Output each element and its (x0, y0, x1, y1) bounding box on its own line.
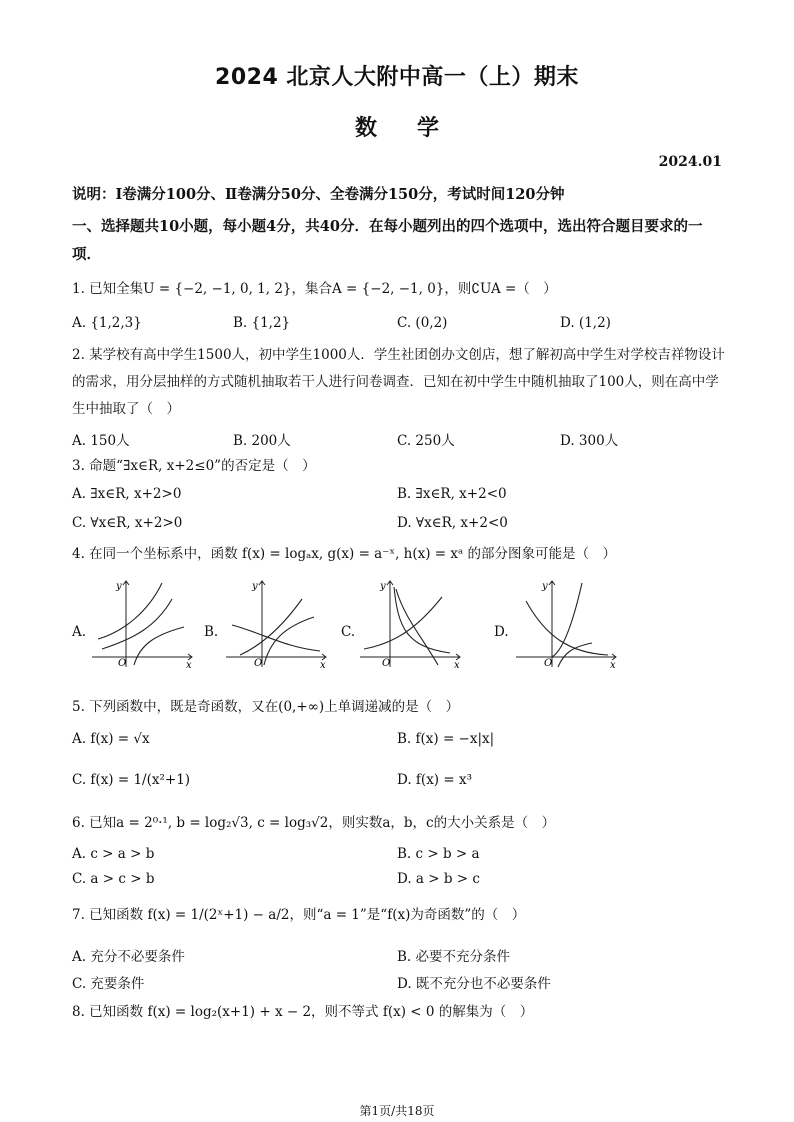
question-3-stem: 3. 命题“∃x∈R, x+2≤0”的否定是（ ） (72, 458, 316, 474)
section-heading: 一、选择题共10小题，每小题4分，共40分．在每小题列出的四个选项中，选出符合题目要求的一项． (72, 218, 703, 263)
q5-option-c: C. f(x) = 1/(x²+1) (72, 772, 191, 788)
q2-option-c: C. 250人 (397, 433, 455, 449)
q3-option-d: D. ∀x∈R, x+2<0 (397, 515, 508, 531)
q4-graph-b (222, 577, 332, 669)
question-6-stem: 6. 已知a = 2⁰·¹, b = log₂√3, c = log₃√2，则实数a，b，c的大小关系是（ ） (72, 815, 556, 831)
q7-option-b: B. 必要不充分条件 (397, 949, 511, 965)
q4-option-b: B. (204, 624, 219, 640)
q4b-x-label: x (320, 660, 326, 669)
page-footer: 第1页/共18页 (359, 1104, 435, 1118)
q2-option-d: D. 300人 (560, 433, 619, 449)
exam-title: 2024 北京人大附中高一（上）期末 (215, 65, 579, 90)
q7-option-a: A. 充分不必要条件 (72, 949, 185, 965)
q4d-origin-label: O (544, 658, 553, 669)
q4c-origin-label: O (382, 658, 391, 669)
q4c-x-label: x (454, 660, 460, 669)
subject-title: 数学 (354, 116, 479, 141)
question-1-stem: 1. 已知全集U = {−2, −1, 0, 1, 2}，集合A = {−2, −1, 0}，则∁UA =（ ） (72, 281, 557, 297)
q6-option-b: B. c > b > a (397, 846, 480, 862)
q4c-y-label: y (380, 581, 386, 592)
q1-option-c: C. (0,2) (397, 315, 448, 331)
question-7-stem: 7. 已知函数 f(x) = 1/(2ˣ+1) − a/2，则“a = 1”是“f(x)为奇函数”的（ ） (72, 907, 526, 923)
question-5-stem: 5. 下列函数中，既是奇函数，又在(0,+∞)上单调递减的是（ ） (72, 699, 460, 715)
q2-option-a: A. 150人 (72, 433, 130, 449)
question-8-stem: 8. 已知函数 f(x) = log₂(x+1) + x − 2，则不等式 f(x) < 0 的解集为（ ） (72, 1004, 534, 1020)
q2-option-b: B. 200人 (233, 433, 291, 449)
q1-option-d: D. (1,2) (560, 315, 611, 331)
q4-graph-c (356, 577, 466, 669)
q4d-y-label: y (542, 581, 548, 592)
q5-option-b: B. f(x) = −x|x| (397, 731, 495, 747)
q4a-y-label: y (116, 581, 122, 592)
q4b-y-label: y (252, 581, 258, 592)
q6-option-d: D. a > b > c (397, 871, 480, 887)
q5-option-a: A. f(x) = √x (72, 731, 150, 747)
q4-option-c: C. (341, 624, 356, 640)
q3-option-a: A. ∃x∈R, x+2>0 (72, 486, 182, 502)
exam-note: 说明：Ⅰ卷满分100分、Ⅱ卷满分50分、全卷满分150分，考试时间120分钟 (72, 186, 565, 203)
question-4-stem: 4. 在同一个坐标系中，函数 f(x) = logₐx, g(x) = a⁻ˣ, h(x) = xᵃ 的部分图象可能是（ ） (72, 546, 617, 562)
q4-graph-d (512, 577, 622, 669)
q4a-x-label: x (186, 660, 192, 669)
q4-option-a: A. (72, 624, 87, 640)
q4-graph-a (88, 577, 198, 669)
q4-option-d: D. (494, 624, 509, 640)
q7-option-d: D. 既不充分也不必要条件 (397, 976, 551, 992)
question-2-stem: 2. 某学校有高中学生1500人，初中学生1000人．学生社团创办文创店，想了解初高中学生对学校吉祥物设计的需求，用分层抽样的方式随机抽取若干人进行问卷调查．已知在初中学生中随机抽取了100人，则在高中学生中抽取了（ ） (72, 347, 725, 417)
q6-option-c: C. a > c > b (72, 871, 155, 887)
q4a-origin-label: O (118, 658, 127, 669)
q7-option-c: C. 充要条件 (72, 976, 145, 992)
q1-option-b: B. {1,2} (233, 315, 291, 331)
q6-option-a: A. c > a > b (72, 846, 155, 862)
exam-date: 2024.01 (658, 154, 722, 170)
q4d-x-label: x (610, 660, 616, 669)
q5-option-d: D. f(x) = x³ (397, 772, 472, 788)
q1-option-a: A. {1,2,3} (72, 315, 142, 331)
q3-option-c: C. ∀x∈R, x+2>0 (72, 515, 183, 531)
q3-option-b: B. ∃x∈R, x+2<0 (397, 486, 507, 502)
q4b-origin-label: O (254, 658, 263, 669)
